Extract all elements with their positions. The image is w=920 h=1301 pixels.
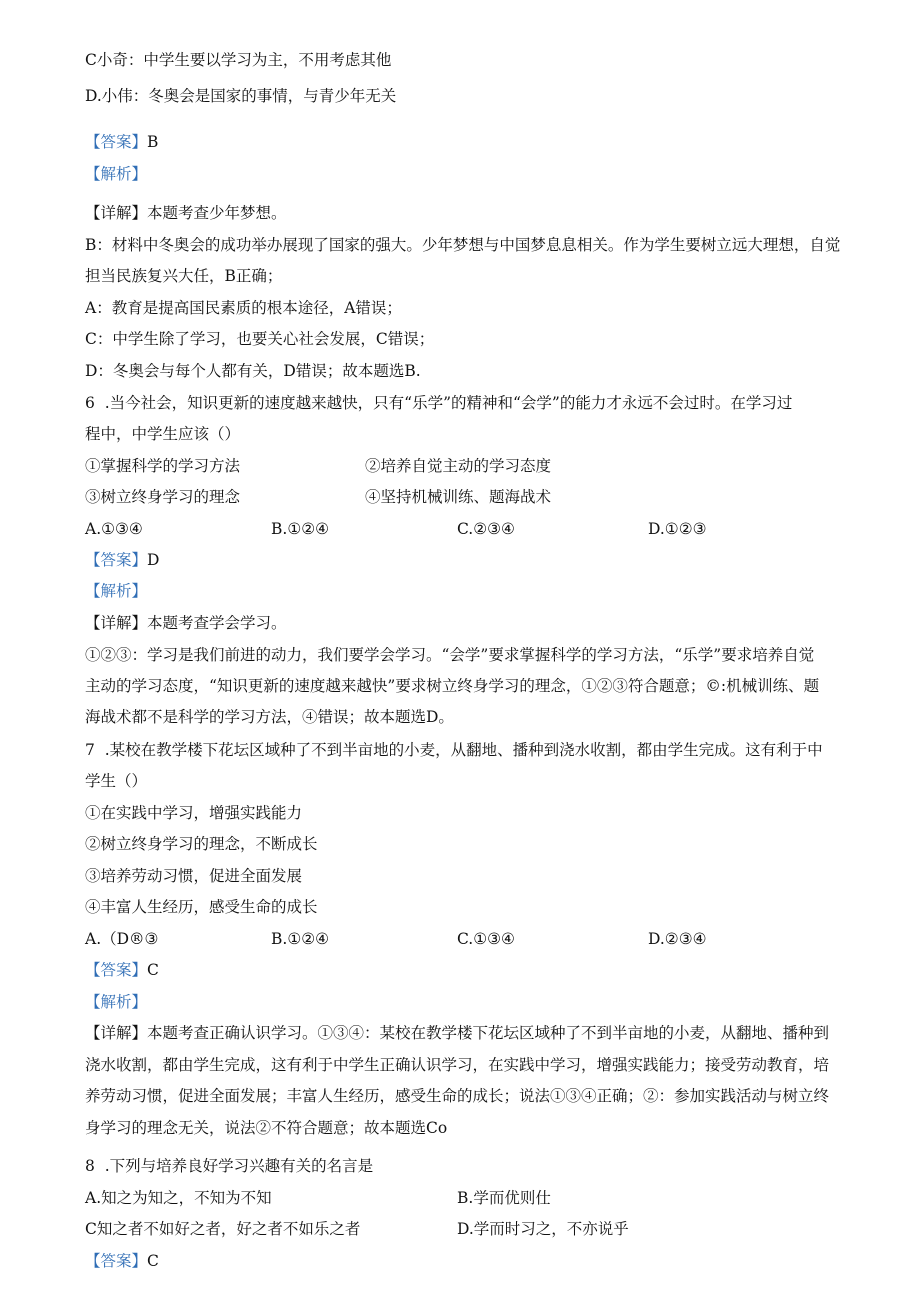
q5-answer [85,132,158,152]
answer-value: D [147,551,160,569]
q7-analysis-label: 【解析】 [85,993,148,1011]
answer-label: 【答案】 [85,133,148,151]
q6-stem-2: 程中，中学生应该（） [85,425,241,443]
q7-stem-1: 7 .某校在教学楼下花坛区域种了不到半亩地的小麦，从翻地、播种到浇水收割，都由学生完成。这有利于中 [85,741,823,759]
q7-explain-3: 养劳动习惯，促进全面发展；丰富人生经历，感受生命的成长；说法①③④正确；②：参加实践活动与树立终 [85,1087,830,1105]
q8-stem: 8 .下列与培养良好学习兴趣有关的名言是 [85,1157,374,1175]
q6-answer [85,550,159,570]
q8-choice-a: A.知之为知之，不知为不知 [85,1189,272,1207]
q8-choice-d: D.学而时习之，不亦说乎 [457,1220,629,1238]
q5-analysis-label: 【解析】 [85,165,148,183]
q6-explain-1: ①②③：学习是我们前进的动力，我们要学会学习。“会学”要求掌握科学的学习方法，“乐学”要求培养自觉 [85,646,815,664]
q7-choice-d: D.②③④ [648,930,707,948]
q7-explain-2: 浇水收割，都由学生完成，这有利于中学生正确认识学习，在实践中学习，增强实践能力；接受劳动教育，培 [85,1056,830,1074]
q6-stem-1: 6 .当今社会，知识更新的速度越来越快，只有“乐学”的精神和“会学”的能力才永远不会过时。在学习过 [85,394,793,412]
q7-choice-c: C.①③④ [457,930,515,948]
q7-choice-b: B.①②④ [271,930,330,948]
q5-option-d: D.小伟：冬奥会是国家的事情，与青少年无关 [85,87,397,105]
q7-statement-3: ③培养劳动习惯，促进全面发展 [85,867,303,885]
q7-stem-2: 学生（） [85,772,148,790]
answer-value: C [147,961,159,979]
q7-choice-a: A.（D®③ [85,930,159,948]
q7-explain-4: 身学习的理念无关，说法②不符合题意；故本题选Co [85,1119,448,1137]
q6-statement-4: ④坚持机械训练、题海战术 [365,488,552,506]
q7-statement-1: ①在实践中学习，增强实践能力 [85,804,303,822]
q8-answer [85,1251,159,1271]
answer-label: 【答案】 [85,961,148,979]
q5-explain-c: C：中学生除了学习，也要关心社会发展，C错误； [85,330,435,348]
answer-label: 【答案】 [85,1252,148,1270]
q6-choice-b: B.①②④ [271,520,330,538]
answer-value: C [147,1252,159,1270]
answer-label: 【答案】 [85,551,148,569]
answer-value: B [147,133,159,151]
q8-choice-c: C知之者不如好之者，好之者不如乐之者 [85,1220,361,1238]
q6-detail: 【详解】本题考查学会学习。 [85,614,287,632]
q6-choice-a: A.①③④ [85,520,143,538]
q5-explain-a: A：教育是提高国民素质的根本途径，A错误； [85,299,402,317]
q6-analysis-label: 【解析】 [85,582,148,600]
q6-statement-1: ①掌握科学的学习方法 [85,457,241,475]
q5-explain-b-1: B：材料中冬奥会的成功举办展现了国家的强大。少年梦想与中国梦息息相关。作为学生要树立远大理想，自觉 [85,236,841,254]
q7-statement-4: ④丰富人生经历，感受生命的成长 [85,898,318,916]
q6-statement-2: ②培养自觉主动的学习态度 [365,457,552,475]
q6-statement-3: ③树立终身学习的理念 [85,488,241,506]
q5-explain-b-2: 担当民族复兴大任，B正确； [85,267,283,285]
q6-choice-d: D.①②③ [648,520,707,538]
q6-choice-c: C.②③④ [457,520,515,538]
q5-detail: 【详解】本题考查少年梦想。 [85,204,287,222]
q6-explain-2: 主动的学习态度，“知识更新的速度越来越快”要求树立终身学习的理念，①②③符合题意；©:机械训练、题 [85,677,820,695]
q7-statement-2: ②树立终身学习的理念，不断成长 [85,835,318,853]
q7-answer [85,960,159,980]
q7-explain-1: 【详解】本题考查正确认识学习。①③④：某校在教学楼下花坛区域种了不到半亩地的小麦，从翻地、播种到 [85,1024,830,1042]
q5-option-c: C小奇：中学生要以学习为主，不用考虑其他 [85,51,392,69]
q5-explain-d: D：冬奥会与每个人都有关，D错误；故本题选B. [85,362,421,380]
q8-choice-b: B.学而优则仕 [457,1189,551,1207]
q6-explain-3: 海战术都不是科学的学习方法，④错误；故本题选D。 [85,708,454,726]
